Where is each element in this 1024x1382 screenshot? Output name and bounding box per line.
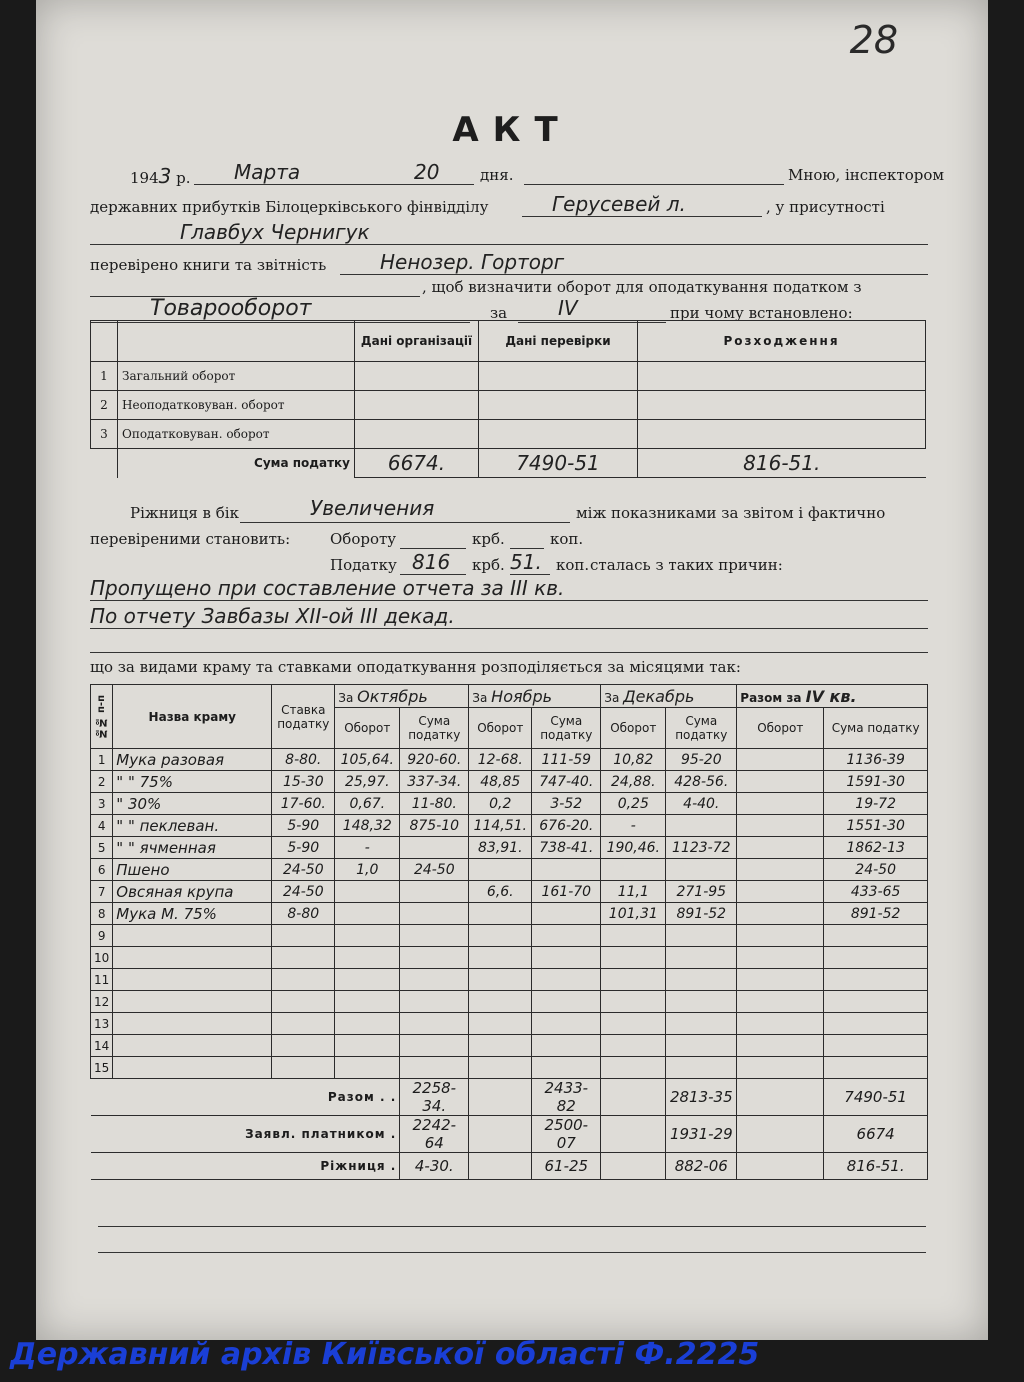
summary-t1: 2242-64 [400,1116,469,1153]
summary-spacer [601,1116,666,1153]
cell-ot [737,903,824,925]
table-row [91,925,928,947]
cell-rate [272,1035,335,1057]
cell-name: " " пеклеван. [113,815,272,837]
tax-check-value: 7490-51 [516,451,600,475]
footer-line [98,1252,926,1253]
cell-n: 2 [91,771,113,793]
tax-object: Товарооборот [150,296,312,321]
cell-ot [737,793,824,815]
cell-t1: 24-50 [400,859,469,881]
cell-name: Овсяная крупа [113,881,272,903]
cell-t3 [666,1013,737,1035]
cell-o3 [601,969,666,991]
cell-tt: 891-52 [824,903,928,925]
cell-tt: 1551-30 [824,815,928,837]
cell-ot [737,969,824,991]
cell-tt [824,1057,928,1079]
cell-t1 [400,837,469,859]
summary-label: Заявл. платником . [91,1116,400,1153]
cell-o1 [335,903,400,925]
cell-o1 [335,1057,400,1079]
cell-tt [824,1013,928,1035]
cell-t2 [532,1013,601,1035]
cell-name: Пшено [113,859,272,881]
month3-name: Декабрь [623,686,695,706]
cell-o2 [469,1035,532,1057]
cell-ot [737,859,824,881]
monthly-distribution-table [90,684,928,1180]
cell-ot [737,1057,824,1079]
cell-name [113,1013,272,1035]
cell-t3 [666,925,737,947]
cell-o2: 12-68. [469,749,532,771]
cell-o3 [601,925,666,947]
cell-t3 [666,859,737,881]
summary-tt: 816-51. [824,1153,928,1180]
presence-label: , у присутності [766,198,885,216]
reason-label: сталась з таких причин: [590,556,783,574]
document-title: АКТ [452,110,572,150]
cell-t3: 891-52 [666,903,737,925]
cell-t1 [400,1057,469,1079]
purpose-label: , щоб визначити оборот для оподаткування податком з [422,278,862,296]
cell-tt: 1591-30 [824,771,928,793]
table-row [91,1013,928,1035]
cell-o1: 0,67. [335,793,400,815]
tax-krb: крб. [472,556,505,574]
sub-tax-total: Сума податку [824,708,928,749]
total-prefix: Разом за [740,690,802,705]
month1-name: Октябрь [357,686,428,706]
sub-turnover-3: Оборот [601,708,666,749]
col-rate-header: Ставка податку [272,685,335,749]
sub-tax-1: Сума податку [400,708,469,749]
cell-ot [737,771,824,793]
cell-t2 [532,903,601,925]
summary-spacer [601,1153,666,1180]
cell-tt [824,1035,928,1057]
summary-spacer [469,1153,532,1180]
cell-n: 11 [91,969,113,991]
cell-rate [272,1013,335,1035]
cell-name: " " 75% [113,771,272,793]
tax-sum-label: Сума податку [118,449,355,478]
cell-name [113,1035,272,1057]
day: 20 [414,160,440,184]
cell-name: Мука разовая [113,749,272,771]
period-label: за [490,304,508,322]
cell-o2 [469,859,532,881]
cell-rate: 24-50 [272,881,335,903]
cell-o3: - [601,815,666,837]
document-page [36,0,988,1340]
cell-o1 [335,881,400,903]
cell-t2 [532,859,601,881]
cell-o3: 24,88. [601,771,666,793]
cell-o2 [469,991,532,1013]
table-row [91,749,928,771]
summary-t1: 2258-34. [400,1079,469,1116]
summary-t2: 2433-82 [532,1079,601,1116]
summary-spacer [601,1079,666,1116]
col-number-header: №№ п-п [96,694,108,739]
difference-prefix: Ріжниця в бік [130,504,239,522]
col-name-header: Назва краму [113,685,272,749]
inspector-label: Мною, інспектором [788,166,945,184]
row-label: Оподатковуван. оборот [118,420,355,449]
checked-label: перевірено книги та звітність [90,256,327,274]
cell-t3 [666,947,737,969]
cell-n: 4 [91,815,113,837]
cell-t1 [400,1035,469,1057]
cell-t1: 875-10 [400,815,469,837]
cell-o2 [469,1013,532,1035]
cell-n: 9 [91,925,113,947]
month1-prefix: За [338,690,354,705]
year-digit: 3 [158,164,172,188]
table-row [91,837,928,859]
cell-o1 [335,925,400,947]
cell-tt: 433-65 [824,881,928,903]
cell-o2 [469,969,532,991]
month3-prefix: За [604,690,620,705]
table-row [91,771,928,793]
cell-o1: 25,97. [335,771,400,793]
cell-name [113,1057,272,1079]
cell-t3: 428-56. [666,771,737,793]
cell-tt: 1862-13 [824,837,928,859]
cell-n: 5 [91,837,113,859]
established-label: при чому встановлено: [670,304,853,322]
summary-spacer [469,1116,532,1153]
cell-n: 3 [91,793,113,815]
cell-o1: 105,64. [335,749,400,771]
table-row [91,991,928,1013]
cell-t1 [400,947,469,969]
cell-n: 1 [91,749,113,771]
cell-t2 [532,947,601,969]
row-label: Неоподатковуван. оборот [118,391,355,420]
cell-t2: 3-52 [532,793,601,815]
tax-kop: коп. [556,556,590,574]
page-number-mark: 28 [849,18,898,62]
summary-label: Ріжниця . [91,1153,400,1180]
row-number: 2 [91,391,118,420]
line2-prefix: державних прибутків Білоцерківського фінвідділу [90,198,489,216]
present-person: Главбух Чернигук [180,220,370,244]
month2-prefix: За [472,690,488,705]
row-number: 1 [91,362,118,391]
summary-row [91,1153,928,1180]
cell-tt: 24-50 [824,859,928,881]
cell-t3 [666,1057,737,1079]
cell-t2 [532,1057,601,1079]
cell-name: Мука М. 75% [113,903,272,925]
footer-line [98,1226,926,1227]
tax-krb-value: 816 [412,550,451,574]
cell-o1 [335,1035,400,1057]
cell-n: 15 [91,1057,113,1079]
checked-org: Ненозер. Горторг [380,250,565,274]
cell-o1 [335,969,400,991]
cell-name: " 30% [113,793,272,815]
summary-row [91,1116,928,1153]
cell-rate [272,991,335,1013]
cell-t2 [532,969,601,991]
summary-t3: 1931-29 [666,1116,737,1153]
cell-ot [737,991,824,1013]
cell-t1 [400,903,469,925]
cell-o3: 11,1 [601,881,666,903]
month: Марта [234,160,301,184]
summary-label: Разом . . [91,1079,400,1116]
sub-tax-3: Сума податку [666,708,737,749]
total-period: IV кв. [805,686,857,706]
cell-rate: 15-30 [272,771,335,793]
cell-t3 [666,1035,737,1057]
cell-name [113,947,272,969]
cell-name [113,991,272,1013]
cell-o2: 0,2 [469,793,532,815]
table-row [91,881,928,903]
cell-o2: 83,91. [469,837,532,859]
summary-t3: 882-06 [666,1153,737,1180]
cell-ot [737,881,824,903]
cell-o2 [469,947,532,969]
inspector-name: Герусевей л. [552,192,686,216]
row-number: 3 [91,420,118,449]
cell-o3 [601,859,666,881]
sub-tax-2: Сума податку [532,708,601,749]
cell-o1: 148,32 [335,815,400,837]
cell-t3: 95-20 [666,749,737,771]
reason-text-2: По отчету Завбазы XII-ой III декад. [90,604,455,628]
cell-rate: 5-90 [272,837,335,859]
table-row [91,903,928,925]
cell-tt [824,947,928,969]
cell-t1: 11-80. [400,793,469,815]
turnover-kop: коп. [550,530,584,548]
check-summary-table [90,320,926,478]
turnover-krb: крб. [472,530,505,548]
table-row [91,969,928,991]
cell-o2 [469,903,532,925]
cell-rate [272,925,335,947]
cell-rate: 17-60. [272,793,335,815]
tax-diff-value: 816-51. [743,451,821,475]
cell-o2: 114,51. [469,815,532,837]
cell-tt [824,925,928,947]
cell-o3: 101,31 [601,903,666,925]
cell-n: 12 [91,991,113,1013]
cell-rate [272,947,335,969]
table-row [91,793,928,815]
cell-o3: 0,25 [601,793,666,815]
cell-t2: 747-40. [532,771,601,793]
cell-t2 [532,1035,601,1057]
cell-t3: 1123-72 [666,837,737,859]
tax-kop-value: 51. [510,550,542,574]
summary-spacer [737,1079,824,1116]
table-row [91,815,928,837]
cell-ot [737,749,824,771]
cell-tt [824,969,928,991]
cell-o1 [335,1013,400,1035]
table-row [91,859,928,881]
summary-t2: 2500-07 [532,1116,601,1153]
cell-t2: 738-41. [532,837,601,859]
cell-n: 10 [91,947,113,969]
cell-t1: 920-60. [400,749,469,771]
cell-ot [737,1013,824,1035]
cell-o3 [601,947,666,969]
cell-t3 [666,991,737,1013]
distribution-label: що за видами краму та ставками оподаткування розподіляється за місяцями так: [90,658,741,676]
cell-ot [737,837,824,859]
summary-spacer [737,1153,824,1180]
cell-name: " " ячменная [113,837,272,859]
cell-o1: - [335,837,400,859]
col-org-data: Дані організації [355,321,479,362]
archive-caption: Державний архів Київської області Ф.2225 [10,1337,760,1372]
cell-t1 [400,881,469,903]
difference-mid: між показниками за звітом і фактично [576,504,886,522]
tax-org-value: 6674. [387,451,446,475]
cell-tt: 1136-39 [824,749,928,771]
cell-t2: 111-59 [532,749,601,771]
summary-row [91,1079,928,1116]
period-value: IV [558,296,578,320]
summary-spacer [469,1079,532,1116]
cell-t3: 4-40. [666,793,737,815]
cell-t3: 271-95 [666,881,737,903]
cell-n: 13 [91,1013,113,1035]
summary-t2: 61-25 [532,1153,601,1180]
cell-o2 [469,1057,532,1079]
sub-turnover-1: Оборот [335,708,400,749]
cell-t1 [400,991,469,1013]
cell-t1 [400,969,469,991]
cell-o1: 1,0 [335,859,400,881]
cell-tt [824,991,928,1013]
sub-turnover-total: Оборот [737,708,824,749]
summary-spacer [737,1116,824,1153]
summary-t1: 4-30. [400,1153,469,1180]
cell-t3 [666,815,737,837]
sub-turnover-2: Оборот [469,708,532,749]
day-label: дня. [480,166,514,184]
difference-label-2: перевіреними становить: [90,530,291,548]
summary-tt: 6674 [824,1116,928,1153]
cell-t1: 337-34. [400,771,469,793]
cell-o3: 190,46. [601,837,666,859]
cell-t2 [532,991,601,1013]
table-row [91,947,928,969]
cell-rate: 5-90 [272,815,335,837]
difference-direction: Увеличения [310,496,435,520]
cell-rate: 8-80 [272,903,335,925]
cell-rate [272,969,335,991]
cell-ot [737,925,824,947]
cell-t1 [400,925,469,947]
cell-ot [737,1035,824,1057]
reason-text-1: Пропущено при составление отчета за III кв. [90,576,565,600]
col-check-data: Дані перевірки [479,321,638,362]
cell-ot [737,947,824,969]
cell-rate: 8-80. [272,749,335,771]
cell-o2 [469,925,532,947]
cell-n: 8 [91,903,113,925]
cell-n: 7 [91,881,113,903]
cell-t2: 676-20. [532,815,601,837]
cell-name [113,925,272,947]
cell-ot [737,815,824,837]
cell-name [113,969,272,991]
cell-rate: 24-50 [272,859,335,881]
month2-name: Ноябрь [491,686,553,706]
cell-o2: 6,6. [469,881,532,903]
turnover-label: Обороту [330,530,397,548]
cell-t2: 161-70 [532,881,601,903]
table-row [91,1035,928,1057]
year-suffix: р. [176,169,191,187]
cell-rate [272,1057,335,1079]
cell-o3 [601,991,666,1013]
cell-o3 [601,1035,666,1057]
col-difference: Розходження [638,321,926,362]
cell-o3 [601,1057,666,1079]
cell-t2 [532,925,601,947]
cell-o1 [335,947,400,969]
tax-label: Податку [330,556,397,574]
summary-t3: 2813-35 [666,1079,737,1116]
year: 194 [130,169,159,187]
cell-o3: 10,82 [601,749,666,771]
cell-o3 [601,1013,666,1035]
cell-t3 [666,969,737,991]
summary-tt: 7490-51 [824,1079,928,1116]
cell-o2: 48,85 [469,771,532,793]
row-label: Загальний оборот [118,362,355,391]
cell-tt: 19-72 [824,793,928,815]
cell-o1 [335,991,400,1013]
table-row [91,1057,928,1079]
cell-t1 [400,1013,469,1035]
cell-n: 6 [91,859,113,881]
cell-n: 14 [91,1035,113,1057]
